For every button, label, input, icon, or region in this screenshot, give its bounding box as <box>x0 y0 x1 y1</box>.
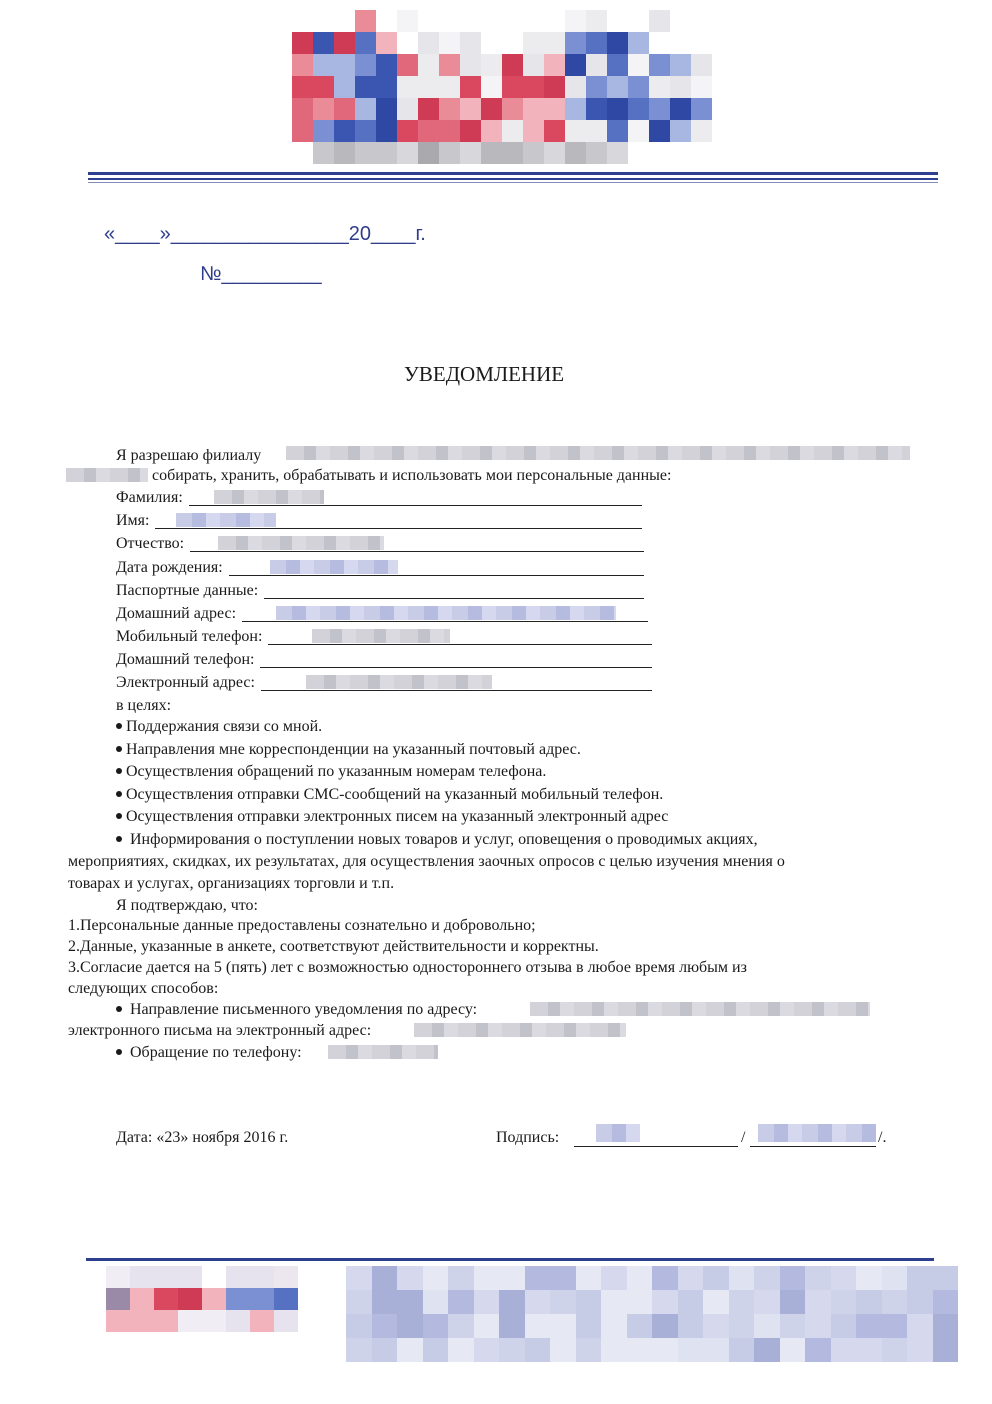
confirm-item-2: 2.Данные, указанные в анкете, соответствуют действительности и корректны. <box>68 938 599 955</box>
field-label-8: Домашний телефон: <box>116 651 255 668</box>
bullet-icon <box>116 723 122 729</box>
header-rule-top <box>88 172 938 175</box>
field-value-redacted-4 <box>270 560 398 574</box>
confirm-intro: Я подтверждаю, что: <box>116 897 258 914</box>
signing-date: Дата: «23» ноября 2016 г. <box>116 1129 289 1146</box>
footer-rule <box>86 1258 934 1261</box>
field-value-redacted-7 <box>312 629 450 643</box>
purpose-text: Поддержания связи со мной. <box>126 718 323 735</box>
field-line-2[interactable] <box>155 528 642 529</box>
signature-name-redacted <box>758 1124 876 1142</box>
field-value-redacted-3 <box>218 536 384 550</box>
redacted-branch-name <box>286 446 910 460</box>
purpose-text: Осуществления отправки электронных писем на указанный электронный адрес <box>126 808 669 825</box>
redacted-branch-name-cont <box>66 468 148 482</box>
field-line-3[interactable] <box>190 551 644 552</box>
document-title: УВЕДОМЛЕНИЕ <box>404 362 565 386</box>
bullet-icon <box>116 813 122 819</box>
signature-separator: / <box>741 1129 746 1146</box>
confirm-item-3-cont: следующих способов: <box>68 980 219 997</box>
purpose-text: Осуществления обращений по указанным номерам телефона. <box>126 763 547 780</box>
purpose-item <box>116 807 668 827</box>
purpose-text: Осуществления отправки СМС-сообщений на указанный мобильный телефон. <box>126 786 664 803</box>
date-blank: «____»________________20____г. <box>104 223 426 245</box>
signature-line <box>574 1146 738 1147</box>
signature-separator-end: /. <box>878 1129 887 1146</box>
purposes-intro: в целях: <box>116 697 172 714</box>
revoke-email: электронного письма на электронный адрес: <box>68 1022 372 1039</box>
intro-line-1: Я разрешаю филиалу <box>116 447 262 464</box>
field-value-redacted-1 <box>214 490 324 504</box>
header-rule-bottom2 <box>88 182 938 183</box>
field-line-6[interactable] <box>242 621 648 622</box>
footer-contacts <box>346 1266 958 1362</box>
confirm-item-3: 3.Согласие дается на 5 (пять) лет с возможностью одностороннего отзыва в любое время любым из <box>68 959 747 976</box>
informing-line-3: товарах и услугах, организациях торговли и т.п. <box>68 875 395 892</box>
field-label-5: Паспортные данные: <box>116 582 259 599</box>
bullet-icon <box>116 791 122 797</box>
field-label-4: Дата рождения: <box>116 559 223 576</box>
redacted-email-address <box>414 1023 626 1037</box>
field-line-8[interactable] <box>260 667 652 668</box>
field-label-3: Отчество: <box>116 535 185 552</box>
company-logo <box>292 10 712 164</box>
field-line-9[interactable] <box>261 690 652 691</box>
field-value-redacted-9 <box>306 675 492 689</box>
purpose-item <box>116 762 546 782</box>
field-value-redacted-2 <box>176 513 276 527</box>
intro-line-2: собирать, хранить, обрабатывать и использовать мои персональные данные: <box>152 467 672 484</box>
purpose-item <box>116 785 663 805</box>
purpose-item <box>116 717 322 737</box>
field-label-9: Электронный адрес: <box>116 674 255 691</box>
field-line-7[interactable] <box>268 644 652 645</box>
bullet-icon <box>116 836 122 842</box>
signature-name-line <box>750 1146 876 1147</box>
informing-line-2: мероприятиях, скидках, их результатах, для осуществления заочных опросов с целью изучения мнения о <box>68 853 785 870</box>
signature-redacted <box>596 1124 640 1142</box>
redacted-phone <box>328 1045 438 1059</box>
field-value-redacted-6 <box>276 606 616 620</box>
bullet-icon <box>116 746 122 752</box>
number-blank: №_________ <box>200 263 322 285</box>
header-rule-bottom <box>88 178 938 180</box>
field-label-7: Мобильный телефон: <box>116 628 263 645</box>
revoke-letter-text: Направление письменного уведомления по адресу: <box>130 1001 478 1018</box>
confirm-item-1: 1.Персональные данные предоставлены сознательно и добровольно; <box>68 917 536 934</box>
informing-line-1 <box>116 830 758 850</box>
field-label-2: Имя: <box>116 512 150 529</box>
field-line-5[interactable] <box>264 598 644 599</box>
field-label-1: Фамилия: <box>116 489 183 506</box>
revoke-phone <box>116 1043 302 1063</box>
bullet-icon <box>116 1049 122 1055</box>
signature-label: Подпись: <box>496 1129 560 1146</box>
informing-text-1: Информирования о поступлении новых товаров и услуг, оповещения о проводимых акциях, <box>130 831 758 848</box>
revoke-letter <box>116 1000 477 1020</box>
bullet-icon <box>116 768 122 774</box>
field-label-6: Домашний адрес: <box>116 605 237 622</box>
footer-logo <box>106 1266 298 1332</box>
purpose-text: Направления мне корреспонденции на указанный почтовый адрес. <box>126 741 581 758</box>
redacted-postal-address <box>530 1002 870 1016</box>
field-line-1[interactable] <box>189 505 642 506</box>
field-line-4[interactable] <box>229 575 644 576</box>
revoke-phone-text: Обращение по телефону: <box>130 1044 302 1061</box>
purpose-item <box>116 740 581 760</box>
bullet-icon <box>116 1006 122 1012</box>
